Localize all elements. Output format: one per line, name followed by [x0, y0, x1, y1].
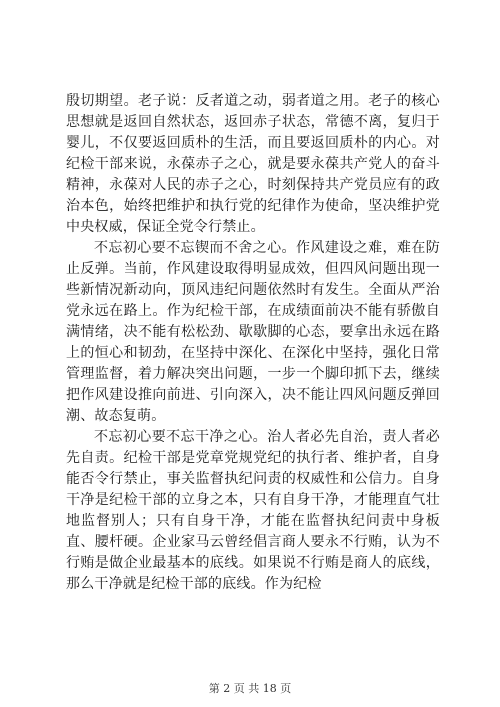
page-footer	[0, 680, 500, 696]
paragraph: 不忘初心要不忘干净之心。治人者必先自治，责人者必先自责。纪检干部是党章党规党纪的执行者、维护者，自身能否令行禁止，事关监督执纪问责的权威性和公信力。自身干净是纪检干部的立身之本，只有自身干净，才能理直气壮地监督别人；只有自身干净，才能在监督执纪问责中身板直、腰杆硬。企业家马云曾经倡言商人要永不行贿，认为不行贿是做企业最基本的底线。如果说不行贿是商人的底线，那么干净就是纪检干部的底线。作为纪检	[66, 429, 440, 592]
paragraph: 殷切期望。老子说：反者道之动，弱者道之用。老子的核心思想就是返回自然状态，返回赤子状态，常德不离，复归于婴儿，不仅要返回质朴的生活，而且要返回质朴的内心。对纪检干部来说，永葆赤子之心，就是要永葆共产党人的奋斗精神，永葆对人民的赤子之心，时刻保持共产党员应有的政治本色，始终把维护和执行党的纪律作为使命，坚决维护党中央权威，保证全党令行禁止。	[66, 93, 440, 235]
body-text	[66, 91, 440, 595]
page-number-label: 第 2 页 共 18 页	[208, 682, 292, 695]
paragraph: 不忘初心要不忘锲而不舍之心。作风建设之难，难在防止反弹。当前，作风建设取得明显成效，但四风问题出现一些新情况新动向，顶风违纪问题依然时有发生。全面从严治党永远在路上。作为纪检干部，在成绩面前决不能有骄傲自满情绪，决不能有松松劲、歇歇脚的心态，要拿出永远在路上的恒心和韧劲，在坚持中深化、在深化中坚持，强化日常管理监督，着力解决突出问题，一步一个脚印抓下去，继续把作风建设推向前进、引向深入，决不能让四风问题反弹回潮、故态复萌。	[66, 240, 440, 424]
